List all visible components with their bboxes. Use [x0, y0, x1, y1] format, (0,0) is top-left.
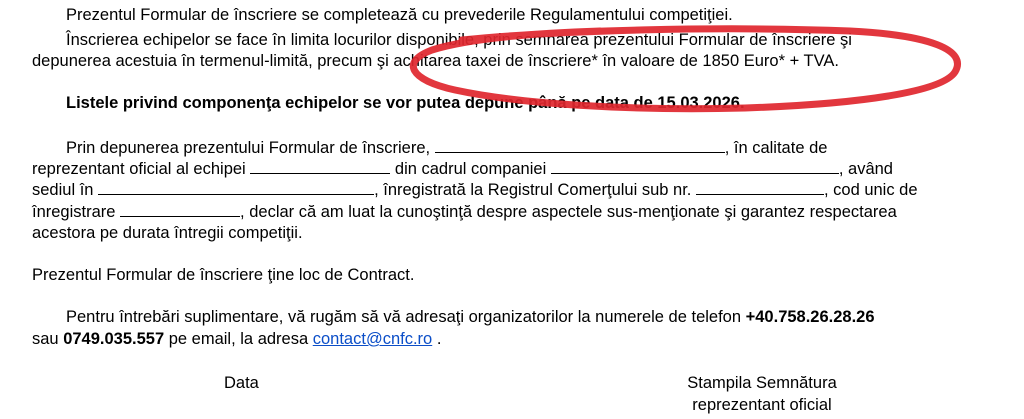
intro-line-3: depunerea acestuia în termenul-limită, precum şi achitarea taxei de înscriere* în valoare de 1850 Euro* + TVA. — [32, 52, 839, 70]
email-link[interactable]: contact@cnfc.ro — [312, 330, 433, 348]
intro-line-2: Înscrierea echipelor se face în limita locurilor disponibile, prin semnarea prezentului Formular de înscriere şi — [66, 31, 852, 49]
declaration-text: Prin depunerea prezentului Formular de înscriere, — [66, 139, 431, 157]
contact-line-2 — [32, 329, 441, 349]
contact-line-1 — [66, 307, 875, 327]
contact-end: . — [436, 330, 442, 348]
contact-text: Pentru întrebări suplimentare, vă rugăm să vă adresaţi organizatorilor la numerele de telefon — [66, 308, 742, 326]
trade-register-number-blank[interactable] — [696, 180, 824, 195]
declaration-text: , în calitate de — [724, 139, 828, 157]
contact-text: sau — [32, 330, 59, 348]
declaration-line-4 — [32, 202, 897, 222]
phone-number-2: 0749.035.557 — [63, 330, 165, 348]
declaration-text: , având — [838, 160, 893, 178]
declaration-line-2 — [32, 159, 893, 179]
company-name-blank[interactable] — [551, 159, 839, 174]
declaration-text: reprezentant oficial al echipei — [32, 160, 246, 178]
declaration-line-5: acestora pe durata întregii competiţii. — [32, 224, 303, 242]
contract-note: Prezentul Formular de înscriere ţine loc de Contract. — [32, 266, 415, 284]
headquarters-blank[interactable] — [98, 180, 374, 195]
declaration-text: , înregistrată la Registrul Comerţului sub nr. — [374, 181, 692, 199]
declaration-text: din cadrul companiei — [394, 160, 547, 178]
deadline-notice: Listele privind componenţa echipelor se vor putea depune până pe data de 15.03.2026. — [66, 94, 745, 112]
declaration-line-1 — [66, 138, 827, 158]
contact-text: pe email, la adresa — [168, 330, 309, 348]
declaration-text: , declar că am luat la cunoştinţă despre aspectele sus-menţionate şi garantez respectarea — [240, 203, 897, 221]
official-representative-label: reprezentant oficial — [692, 396, 832, 414]
stamp-signature-label: Stampila Semnătura — [687, 374, 837, 392]
intro-line-1: Prezentul Formular de înscriere se completează cu prevederile Regulamentului competiţiei. — [66, 6, 733, 24]
registration-code-blank[interactable] — [120, 202, 240, 217]
team-name-blank[interactable] — [250, 159, 390, 174]
declaration-line-3 — [32, 180, 918, 200]
representative-name-blank[interactable] — [435, 138, 725, 153]
declaration-text: sediul în — [32, 181, 94, 199]
date-label: Data — [224, 374, 259, 392]
declaration-text: , cod unic de — [823, 181, 918, 199]
phone-number-1: +40.758.26.28.26 — [745, 308, 875, 326]
declaration-text: înregistrare — [32, 203, 116, 221]
